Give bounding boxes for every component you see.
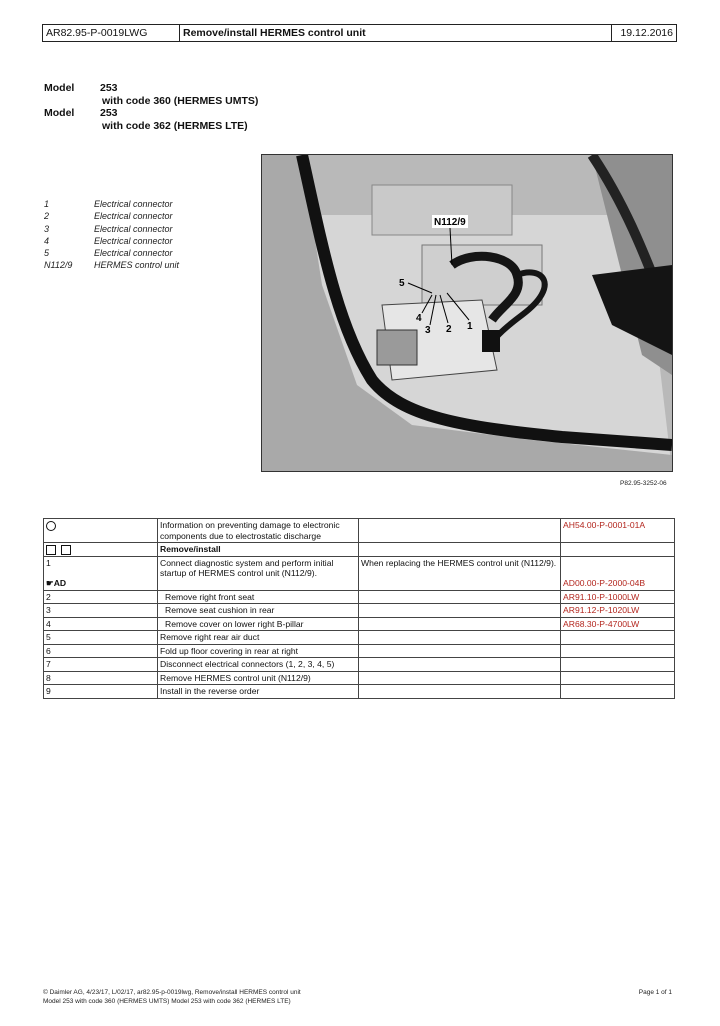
vehicle-photo [261, 154, 673, 472]
document-header [42, 24, 677, 42]
legend-item: 1 Electrical connector [44, 199, 173, 209]
doc-title: Remove/install HERMES control unit [180, 25, 612, 41]
figure-caption: P82.95-3252-06 [620, 480, 667, 487]
esd-warning-icon [46, 521, 56, 531]
legend-item: 3 Electrical connector [44, 223, 173, 234]
table-row: 3 Remove seat cushion in rear AR91.12-P-1020LW [44, 604, 675, 618]
model-label: Model [44, 107, 75, 119]
legend-item: 2 Electrical connector [44, 211, 173, 222]
model-value: 253 [100, 107, 118, 119]
model-code: with code 360 (HERMES UMTS) [102, 94, 259, 107]
reference-link[interactable]: AR91.10-P-1000LW [563, 591, 640, 602]
model-value: 253 [100, 82, 118, 94]
esd-reference-link[interactable]: AH54.00-P-0001-01A [563, 520, 646, 530]
footer-line-1: © Daimler AG, 4/23/17, L/02/17, ar82.95-p-0019lwg, Remove/install HERMES control unit [43, 989, 301, 996]
model-label: Model [44, 82, 75, 94]
ad-label: AD [53, 578, 67, 589]
diagnostic-icon: ☛ [46, 578, 54, 589]
reference-link[interactable]: AR91.12-P-1020LW [563, 605, 640, 616]
legend-item: 4 Electrical connector [44, 235, 173, 246]
table-row [44, 543, 675, 557]
callout-1: 1 [467, 321, 473, 332]
step-text: Connect diagnostic system and perform initial startup of HERMES control unit (N112/9). [158, 556, 359, 590]
procedure-table [43, 518, 675, 699]
install-icon [61, 545, 71, 555]
callout-2: 2 [446, 324, 452, 335]
doc-id: AR82.95-P-0019LWG [43, 25, 180, 41]
callout-3: 3 [425, 325, 431, 336]
reference-link[interactable]: AR68.30-P-4700LW [563, 618, 640, 629]
callout-4: 4 [416, 313, 422, 324]
section-label: Remove/install [158, 543, 359, 557]
vehicle-interior-illustration [262, 155, 672, 471]
footer-line-2: Model 253 with code 360 (HERMES UMTS) Model 253 with code 362 (HERMES LTE) [43, 997, 291, 1005]
table-row: 9 Install in the reverse order [44, 685, 675, 699]
figure-legend [44, 198, 179, 272]
legend-item: 5 Electrical connector [44, 248, 173, 259]
page-footer [43, 989, 301, 1006]
table-row: 1 ☛AD Connect diagnostic system and perform initial startup of HERMES control unit (N112/9). When replacing the HERMES control unit (N112/9). AD00.00-P-2000-04B [44, 556, 675, 590]
esd-info-text: Information on preventing damage to electronic components due to electrostatic discharge [158, 519, 359, 543]
remove-icon [46, 545, 56, 555]
table-row [44, 519, 675, 543]
diagnostic-reference-link[interactable]: AD00.00-P-2000-04B [563, 578, 646, 589]
callout-5: 5 [399, 278, 405, 289]
table-row: 2 Remove right front seat AR91.10-P-1000LW [44, 590, 675, 604]
table-row: 8 Remove HERMES control unit (N112/9) [44, 671, 675, 685]
table-row: 4 Remove cover on lower right B-pillar AR68.30-P-4700LW [44, 617, 675, 631]
table-row: 5 Remove right rear air duct [44, 631, 675, 645]
callout-n112-9: N112/9 [434, 217, 466, 228]
model-code: with code 362 (HERMES LTE) [102, 119, 248, 132]
model-list [44, 82, 258, 132]
table-row: 6 Fold up floor covering in rear at right [44, 644, 675, 658]
legend-item: N112/9 HERMES control unit [44, 260, 180, 271]
doc-date: 19.12.2016 [620, 27, 673, 39]
step-note: When replacing the HERMES control unit (N112/9). [359, 556, 561, 590]
table-row: 7 Disconnect electrical connectors (1, 2, 3, 4, 5) [44, 658, 675, 672]
page-number: Page 1 of 1 [638, 989, 672, 996]
